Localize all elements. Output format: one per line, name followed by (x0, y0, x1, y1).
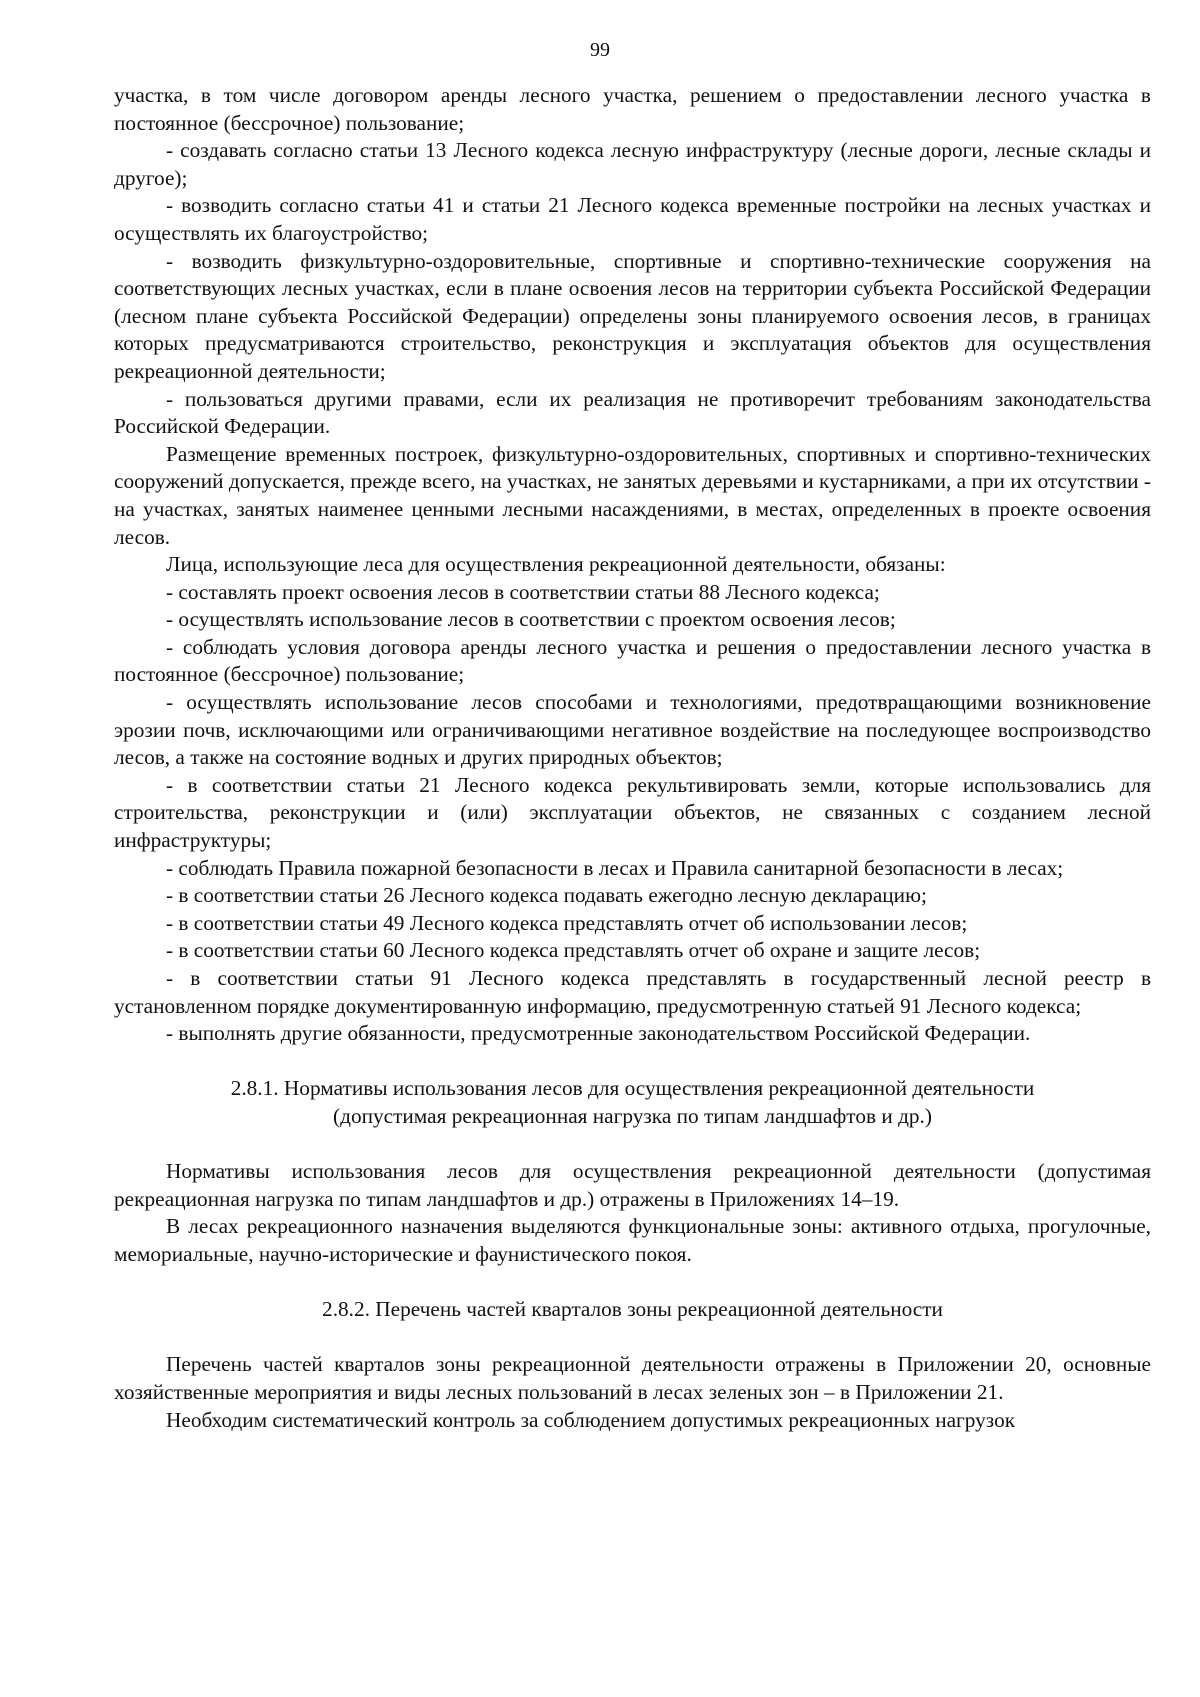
document-body (114, 82, 1151, 1434)
paragraph: - в соответствии статьи 60 Лесного кодекса представлять отчет об охране и защите лесов; (166, 938, 981, 963)
section-heading-2-8-2: 2.8.2. Перечень частей кварталов зоны рекреационной деятельности (322, 1297, 943, 1322)
paragraph: - осуществлять использование лесов в соответствии с проектом освоения лесов; (166, 607, 896, 632)
paragraph: Необходим систематический контроль за соблюдением допустимых рекреационных нагрузок (166, 1407, 1016, 1432)
paragraph: - возводить физкультурно-оздоровительные, спортивные и спортивно-технические сооружения на соответствующих лесных участках, если в плане освоения лесов на территории субъекта Российской Федерации (лесном плане субъекта Российской Федерации) определены зоны планируемого освоения лесов, в границах которых предусматриваются строительство, реконструкция и эксплуатация объектов для осуществления рекреационной деятельности; (114, 248, 1151, 383)
paragraph: - составлять проект освоения лесов в соответствии статьи 88 Лесного кодекса; (166, 579, 880, 604)
paragraph: В лесах рекреационного назначения выделяются функциональные зоны: активного отдыха, прогулочные, мемориальные, научно-исторические и фаунистического покоя. (114, 1214, 1151, 1266)
section-heading-line: 2.8.1. Нормативы использования лесов для осуществления рекреационной деятельности (230, 1076, 1035, 1101)
section-heading-line: (допустимая рекреационная нагрузка по типам ландшафтов и др.) (333, 1103, 932, 1128)
paragraph: Размещение временных построек, физкультурно-оздоровительных, спортивных и спортивно-технических сооружений допускается, прежде всего, на участках, не занятых деревьями и кустарниками, а при их отсутствии - на участках, занятых наименее ценными лесными насаждениями, в местах, определенных в проекте освоения лесов. (114, 441, 1151, 549)
paragraph: - осуществлять использование лесов способами и технологиями, предотвращающими возникновение эрозии почв, исключающими или ограничивающими негативное воздействие на последующее воспроизводство лесов, а также на состояние водных и других природных объектов; (114, 690, 1151, 770)
paragraph: участка, в том числе договором аренды лесного участка, решением о предоставлении лесного участка в постоянное (бессрочное) пользование; (114, 83, 1151, 135)
paragraph: - в соответствии статьи 21 Лесного кодекса рекультивировать земли, которые использовались для строительства, реконструкции и (или) эксплуатации объектов, не связанных с созданием лесной инфраструктуры; (114, 772, 1151, 853)
paragraph: - в соответствии статьи 91 Лесного кодекса представлять в государственный лесной реестр в установленном порядке документированную информацию, предусмотренную статьей 91 Лесного кодекса; (114, 966, 1151, 1018)
paragraph: - пользоваться другими правами, если их реализация не противоречит требованиям законодательства Российской Федерации. (114, 386, 1151, 439)
paragraph: - в соответствии статьи 49 Лесного кодекса представлять отчет об использовании лесов; (166, 910, 968, 935)
paragraph: - в соответствии статьи 26 Лесного кодекса подавать ежегодно лесную декларацию; (166, 883, 927, 908)
section-heading-2-8-1 (114, 1075, 1151, 1130)
paragraph: - возводить согласно статьи 41 и статьи 21 Лесного кодекса временные постройки на лесных участках и осуществлять их благоустройство; (114, 193, 1151, 245)
paragraph: Лица, использующие леса для осуществления рекреационной деятельности, обязаны: (166, 552, 946, 577)
paragraph: - соблюдать условия договора аренды лесного участка и решения о предоставлении лесного участка в постоянное (бессрочное) пользование; (114, 634, 1151, 687)
paragraph: - соблюдать Правила пожарной безопасности в лесах и Правила санитарной безопасности в лесах; (166, 855, 1064, 880)
page-number: 99 (590, 39, 610, 61)
paragraph: - выполнять другие обязанности, предусмотренные законодательством Российской Федерации. (166, 1021, 1031, 1046)
paragraph: - создавать согласно статьи 13 Лесного кодекса лесную инфраструктуру (лесные дороги, лесные склады и другое); (114, 138, 1151, 190)
paragraph: Перечень частей кварталов зоны рекреационной деятельности отражены в Приложении 20, основные хозяйственные мероприятия и виды лесных пользований в лесах зеленых зон – в Приложении 21. (114, 1352, 1151, 1404)
paragraph: Нормативы использования лесов для осуществления рекреационной деятельности (допустимая рекреационная нагрузка по типам ландшафтов и др.) отражены в Приложениях 14–19. (114, 1159, 1151, 1211)
